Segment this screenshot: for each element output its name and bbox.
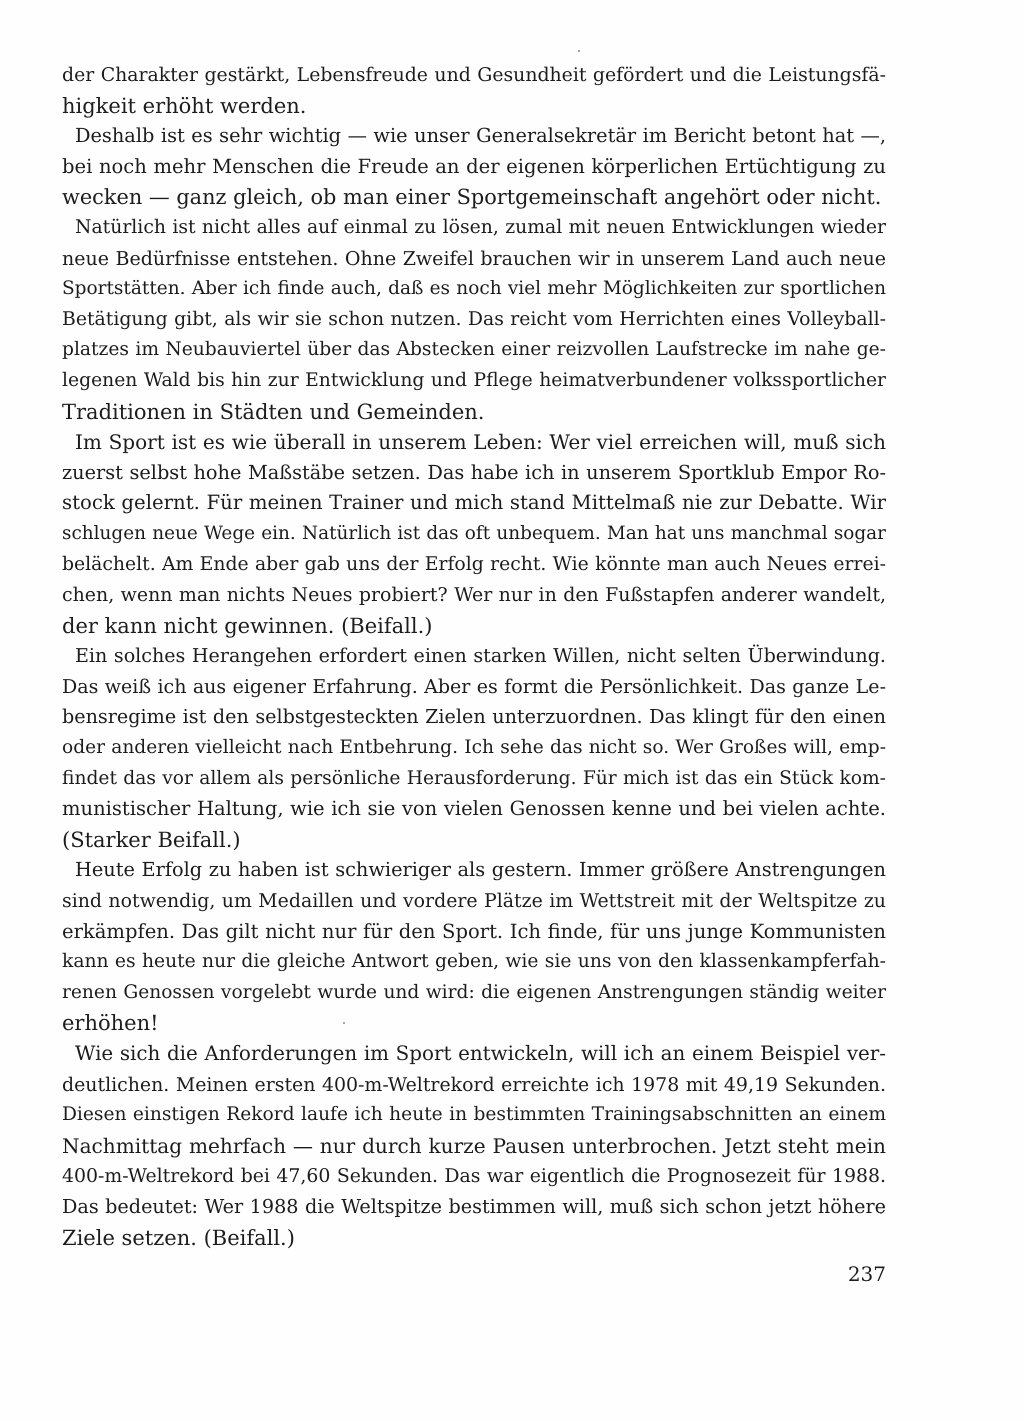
text-line: legenen Wald bis hin zur Entwicklung und Pflege heimatverbundener volkssportlicher (62, 369, 886, 391)
text-line: 400-m-Weltrekord bei 47,60 Sekunden. Das war eigentlich die Prognosezeit für 1988. (62, 1165, 886, 1188)
text-line: belächelt. Am Ende aber gab uns der Erfolg recht. Wie könnte man auch Neues errei- (62, 553, 886, 575)
text-line: Heute Erfolg zu haben ist schwieriger als gestern. Immer größere Anstrengungen (75, 858, 886, 882)
text-line: erkämpfen. Das gilt nicht nur für den Sport. Ich finde, für uns junge Kommunisten (62, 919, 886, 943)
text-line: (Starker Beifall.) (62, 827, 241, 852)
page-number: 237 (847, 1262, 886, 1286)
text-line: findet das vor allem als persönliche Herausforderung. Für mich ist das ein Stück kom- (62, 767, 886, 789)
text-line: platzes im Neubauviertel über das Abstecken einer reizvollen Laufstrecke im nahe ge- (62, 339, 886, 361)
body-text (62, 60, 886, 1253)
text-line: erhöhen! (62, 1011, 159, 1036)
text-line: Das weiß ich aus eigener Erfahrung. Aber es formt die Persönlichkeit. Das ganze Le- (62, 675, 886, 698)
text-line: munistischer Haltung, wie ich sie von vielen Genossen kenne und bei vielen achte. (62, 797, 886, 821)
text-line: Betätigung gibt, als wir sie schon nutzen. Das reicht vom Herrichten eines Volleyball- (62, 308, 886, 330)
text-line: Das bedeutet: Wer 1988 die Weltspitze bestimmen will, muß sich schon jetzt höhere (62, 1194, 886, 1218)
text-line: stock gelernt. Für meinen Trainer und mich stand Mittelmaß nie zur Debatte. Wir (62, 491, 886, 515)
text-line: kann es heute nur die gleiche Antwort geben, wie sie uns von den klassenkampferfah- (62, 951, 886, 973)
text-line: Diesen einstigen Rekord laufe ich heute in bestimmten Trainingsabschnitten an einem (62, 1104, 886, 1126)
text-line: bei noch mehr Menschen die Freude an der eigenen körperlichen Ertüchtigung zu (62, 154, 886, 178)
text-line: Deshalb ist es sehr wichtig — wie unser Generalsekretär im Bericht betont hat —, (75, 124, 886, 148)
text-line: zuerst selbst hohe Maßstäbe setzen. Das habe ich in unserem Sportklub Empor Ro- (62, 460, 886, 484)
text-line: Traditionen in Städten und Gemeinden. (62, 399, 485, 424)
text-line: Natürlich ist nicht alles auf einmal zu lösen, zumal mit neuen Entwicklungen wieder (75, 216, 886, 238)
text-line: higkeit erhöht werden. (62, 93, 307, 118)
text-line: chen, wenn man nichts Neues probiert? Wer nur in den Fußstapfen anderer wandelt, (62, 584, 886, 607)
text-line: Wie sich die Anforderungen im Sport entwickeln, will ich an einem Beispiel ver- (75, 1042, 886, 1065)
text-line: oder anderen vielleicht nach Entbehrung. Ich sehe das nicht so. Wer Großes will, emp- (62, 737, 886, 759)
text-line: neue Bedürfnisse entstehen. Ohne Zweifel brauchen wir in unserem Land auch neue (62, 247, 886, 270)
text-line: sind notwendig, um Medaillen und vordere Plätze im Wettstreit mit der Weltspitze zu (62, 890, 886, 913)
text-line: der kann nicht gewinnen. (Beifall.) (62, 613, 433, 638)
text-line: Ein solches Herangehen erfordert einen starken Willen, nicht selten Überwindung. (75, 644, 886, 668)
text-line: wecken — ganz gleich, ob man einer Sportgemeinschaft angehört oder nicht. (62, 185, 882, 210)
scan-speck (578, 50, 580, 52)
text-line: renen Genossen vorgelebt wurde und wird: die eigenen Anstrengungen ständig weiter (62, 981, 886, 1003)
text-line: Sportstätten. Aber ich finde auch, daß es noch viel mehr Möglichkeiten zur sportlichen (62, 278, 886, 300)
text-line: schlugen neue Wege ein. Natürlich ist das oft unbequem. Man hat uns manchmal sogar (62, 522, 886, 544)
text-line: deutlichen. Meinen ersten 400-m-Weltrekord erreichte ich 1978 mit 49,19 Sekunden. (62, 1073, 886, 1096)
text-line: bensregime ist den selbstgesteckten Zielen unterzuordnen. Das klingt für den einen (62, 705, 886, 729)
text-line: Nachmittag mehrfach — nur durch kurze Pausen unterbrochen. Jetzt steht mein (62, 1133, 886, 1158)
text-line: Ziele setzen. (Beifall.) (62, 1225, 295, 1250)
text-line: der Charakter gestärkt, Lebensfreude und Gesundheit gefördert und die Leistungsfä- (62, 64, 886, 86)
text-line: Im Sport ist es wie überall in unserem Leben: Wer viel erreichen will, muß sich (75, 430, 886, 455)
